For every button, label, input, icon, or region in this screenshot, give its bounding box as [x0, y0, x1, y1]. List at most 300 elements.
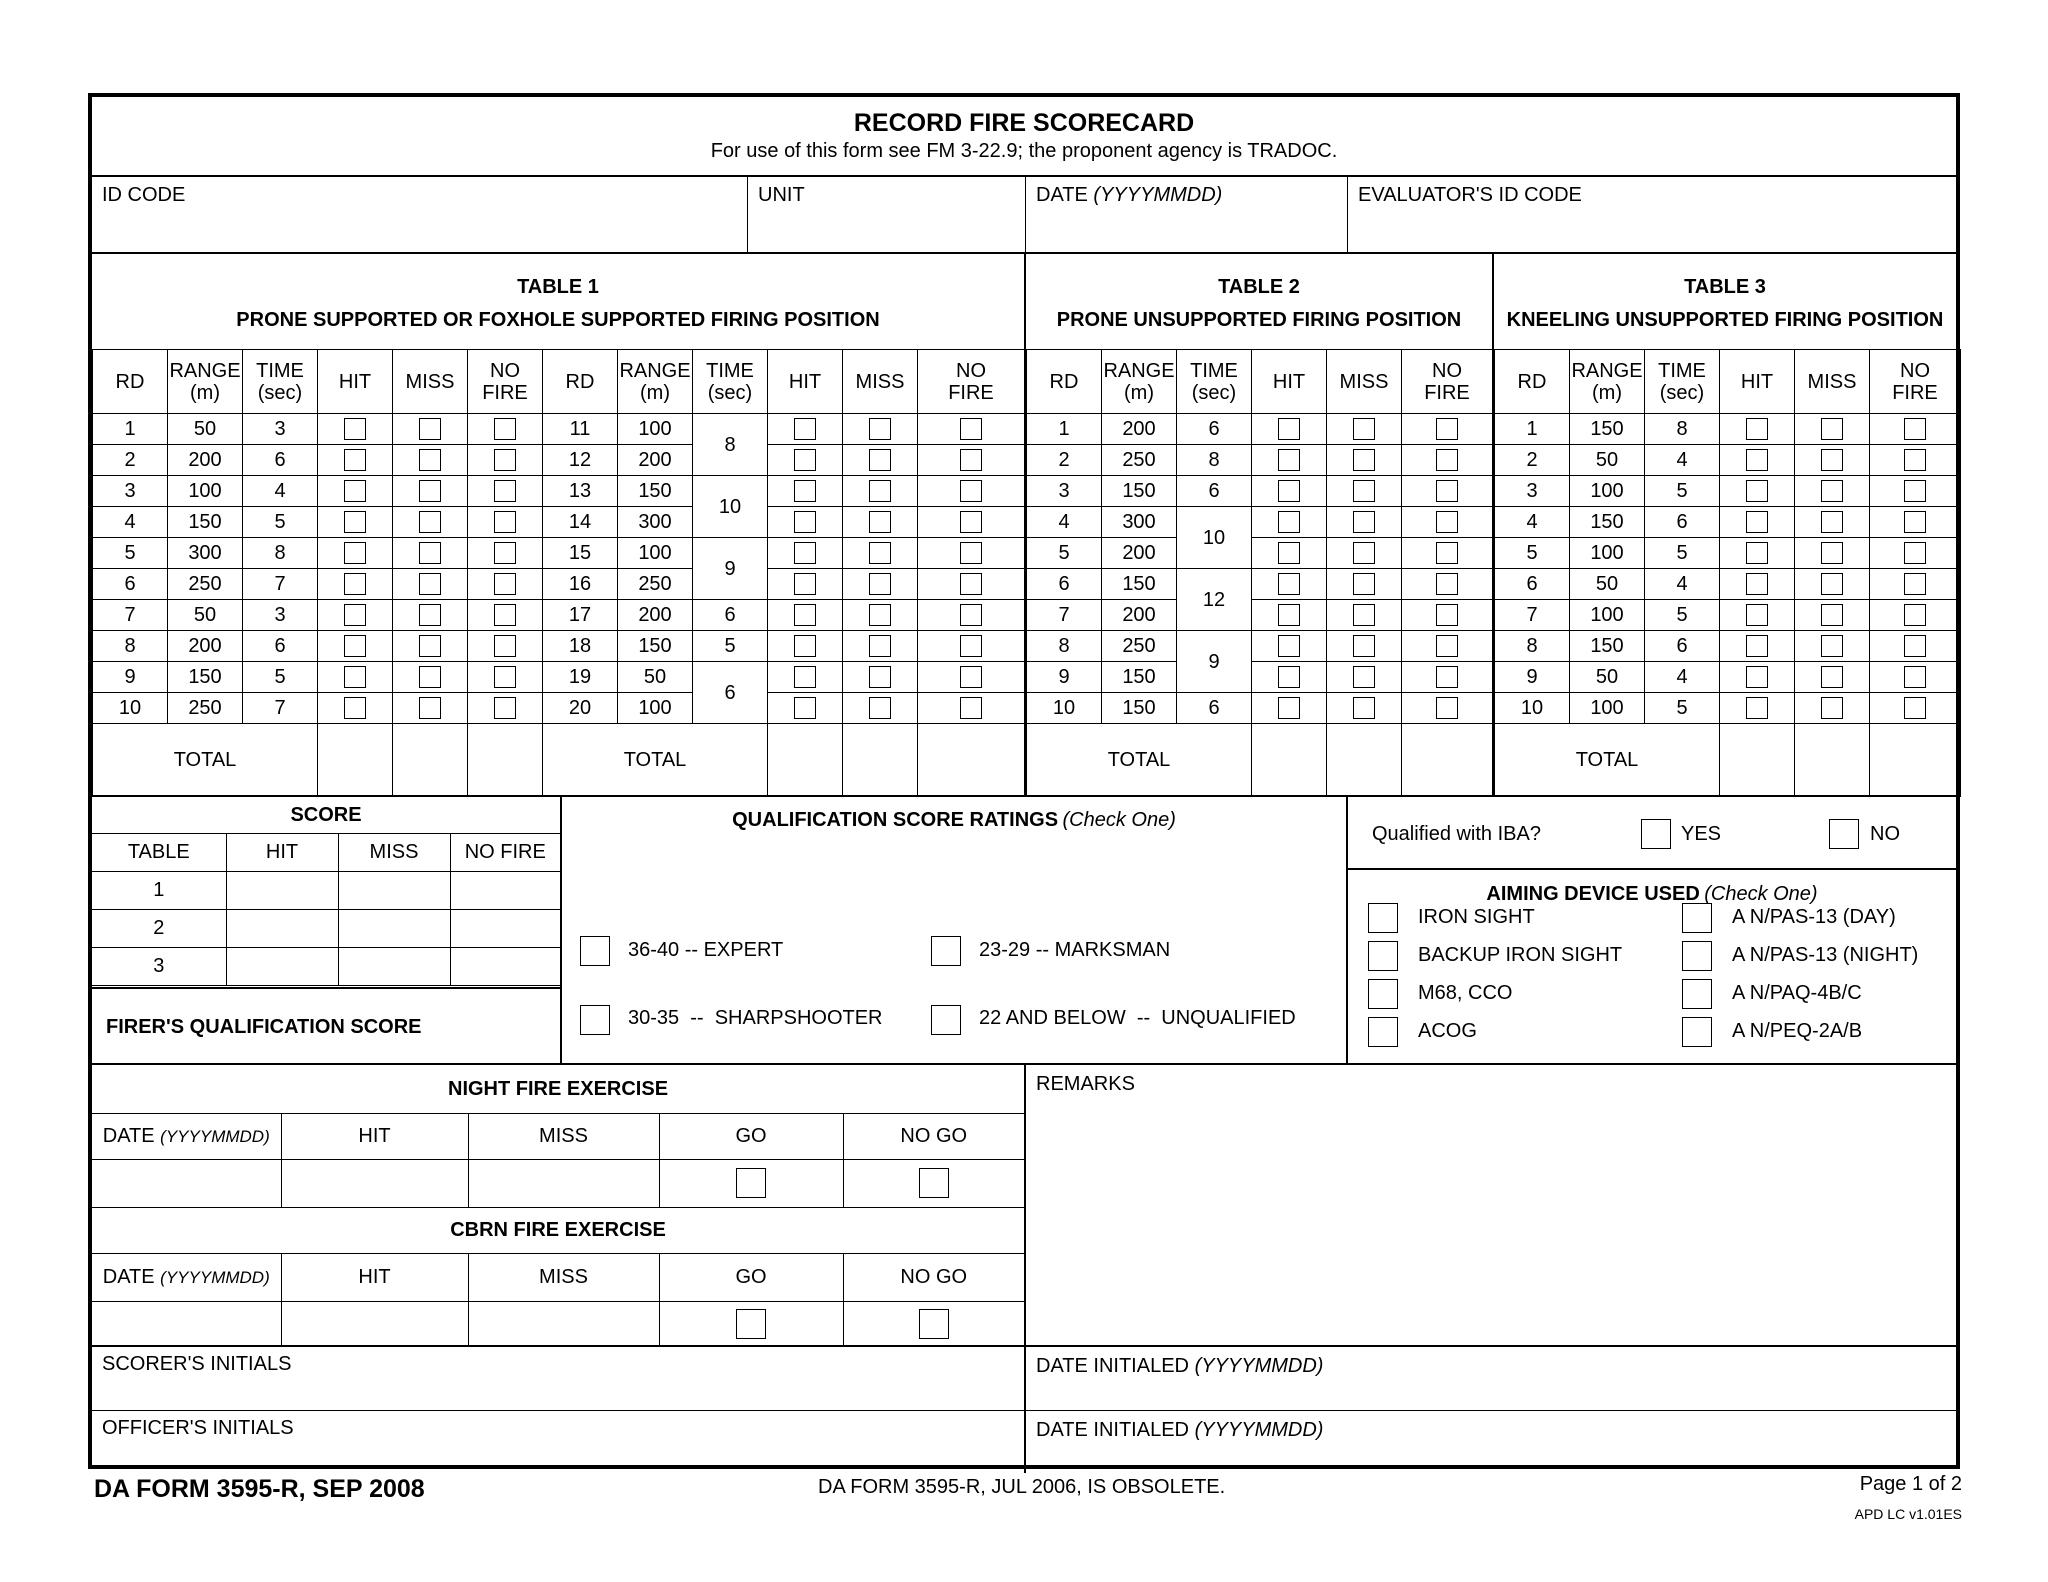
table2-rd: 8	[1027, 631, 1102, 662]
iba-no-label: NO	[1870, 823, 1900, 845]
table3-rd7-hit-cell	[1720, 600, 1795, 631]
table1-g1-time-header	[243, 350, 318, 414]
score-table-number: 1	[92, 871, 226, 909]
table1-rd6-nofire-cell	[468, 569, 543, 600]
aiming-left-2-checkbox[interactable]	[1368, 941, 1398, 971]
table2-rd4-miss-checkbox[interactable]	[1353, 511, 1375, 533]
table3-rd7-miss-checkbox[interactable]	[1821, 604, 1843, 626]
table1-rd5-hit-cell	[318, 538, 393, 569]
table2-rd: 6	[1027, 569, 1102, 600]
table3-rd2-miss-checkbox[interactable]	[1821, 449, 1843, 471]
table2-time: 9	[1177, 631, 1252, 693]
table2-row	[1027, 445, 1493, 476]
table2-rd10-miss-checkbox[interactable]	[1353, 697, 1375, 719]
table1-rd11-miss-checkbox[interactable]	[869, 418, 891, 440]
cbrn-nogo-cell	[843, 1301, 1024, 1347]
table1-rd20-nofire-checkbox[interactable]	[960, 697, 982, 719]
night-go-cell	[659, 1159, 843, 1207]
table3-rd8-nofire-cell	[1870, 631, 1961, 662]
table2-rd: 9	[1027, 662, 1102, 693]
table1-rd10-nofire-checkbox[interactable]	[494, 697, 516, 719]
table1-rd16-nofire-checkbox[interactable]	[960, 573, 982, 595]
table2-rd1-hit-cell	[1252, 414, 1327, 445]
table1-rd14-hit-checkbox[interactable]	[794, 511, 816, 533]
table1-rd3-nofire-cell	[468, 476, 543, 507]
evaluator-id-field[interactable]	[1348, 177, 1956, 252]
night-miss-input[interactable]	[468, 1159, 659, 1207]
table3-rd10-miss-checkbox[interactable]	[1821, 697, 1843, 719]
officer-date-format: (YYYYMMDD)	[1194, 1419, 1324, 1441]
table3-rd1-hit-checkbox[interactable]	[1746, 418, 1768, 440]
table2-rd3-miss-checkbox[interactable]	[1353, 480, 1375, 502]
table1-rd14-miss-cell	[843, 507, 918, 538]
table2-rd6-nofire-checkbox[interactable]	[1436, 573, 1458, 595]
table3-rd4-nofire-checkbox[interactable]	[1904, 511, 1926, 533]
night-date-header	[92, 1113, 281, 1159]
cbrn-hit-input[interactable]	[281, 1301, 468, 1347]
date-label-text: DATE	[1036, 184, 1088, 206]
table1-rd12-miss-checkbox[interactable]	[869, 449, 891, 471]
officer-date-field[interactable]	[1026, 1411, 1956, 1473]
officer-initials-field[interactable]	[92, 1411, 1026, 1473]
nofire-header-bottom: FIRE	[482, 381, 528, 404]
table1-rd17-nofire-checkbox[interactable]	[960, 604, 982, 626]
table3-rd1-nofire-checkbox[interactable]	[1904, 418, 1926, 440]
aiming-right-1-checkbox[interactable]	[1682, 903, 1712, 933]
table3-g1-time-header	[1645, 350, 1720, 414]
table1-rd19-nofire-checkbox[interactable]	[960, 666, 982, 688]
table1-rd11-hit-checkbox[interactable]	[794, 418, 816, 440]
table3-rd10-nofire-checkbox[interactable]	[1904, 697, 1926, 719]
table1-rd3-miss-checkbox[interactable]	[419, 480, 441, 502]
score-col-table: TABLE	[92, 833, 226, 871]
table1-rd10-hit-checkbox[interactable]	[344, 697, 366, 719]
table1-g2-total-miss[interactable]	[843, 724, 918, 797]
qual-title: QUALIFICATION SCORE RATINGS	[732, 809, 1059, 831]
table1-rd: 16	[543, 569, 618, 600]
table2-rd10-hit-cell	[1252, 693, 1327, 724]
score-col-hit: HIT	[226, 833, 338, 871]
table1-rd15-hit-cell	[768, 538, 843, 569]
table1-rd6-miss-cell	[393, 569, 468, 600]
table2-rd2-nofire-checkbox[interactable]	[1436, 449, 1458, 471]
table2-rd8-miss-cell	[1327, 631, 1402, 662]
table1-rd3-hit-checkbox[interactable]	[344, 480, 366, 502]
table1-rd19-hit-checkbox[interactable]	[794, 666, 816, 688]
table3-rd2-nofire-checkbox[interactable]	[1904, 449, 1926, 471]
table2-rd1-miss-checkbox[interactable]	[1353, 418, 1375, 440]
aiming-left-3-checkbox[interactable]	[1368, 979, 1398, 1009]
table3-rd5-hit-checkbox[interactable]	[1746, 542, 1768, 564]
night-nogo-checkbox[interactable]	[919, 1168, 949, 1198]
table1-rd18-miss-checkbox[interactable]	[869, 635, 891, 657]
table1-rd3-miss-cell	[393, 476, 468, 507]
table2-rd3-nofire-checkbox[interactable]	[1436, 480, 1458, 502]
table1-rd8-miss-checkbox[interactable]	[419, 635, 441, 657]
table1-rd1-hit-checkbox[interactable]	[344, 418, 366, 440]
table1-rd7-miss-checkbox[interactable]	[419, 604, 441, 626]
aiming-option-label: BACKUP IRON SIGHT	[1418, 944, 1623, 966]
table3-rd1-miss-checkbox[interactable]	[1821, 418, 1843, 440]
table1-rd19-miss-checkbox[interactable]	[869, 666, 891, 688]
table2-rd7-miss-checkbox[interactable]	[1353, 604, 1375, 626]
table2-rd9-hit-cell	[1252, 662, 1327, 693]
table2-rd3-hit-checkbox[interactable]	[1278, 480, 1300, 502]
scorer-initials-field[interactable]	[92, 1347, 1026, 1411]
table1-rd15-nofire-checkbox[interactable]	[960, 542, 982, 564]
table3-rd1-miss-cell	[1795, 414, 1870, 445]
table3-range: 150	[1570, 631, 1645, 662]
evaluator-id-label: EVALUATOR'S ID CODE	[1358, 184, 1582, 206]
table1-rd5-nofire-checkbox[interactable]	[494, 542, 516, 564]
cbrn-date-input[interactable]	[92, 1301, 281, 1347]
table1-rd17-hit-checkbox[interactable]	[794, 604, 816, 626]
table2-range: 200	[1102, 538, 1177, 569]
table2-rd6-miss-checkbox[interactable]	[1353, 573, 1375, 595]
table3-rd4-hit-checkbox[interactable]	[1746, 511, 1768, 533]
table1-rd18-hit-checkbox[interactable]	[794, 635, 816, 657]
table3-rd3-hit-checkbox[interactable]	[1746, 480, 1768, 502]
table1-rd2-miss-checkbox[interactable]	[419, 449, 441, 471]
table1-rd16-miss-checkbox[interactable]	[869, 573, 891, 595]
table3-row	[1495, 693, 1961, 724]
table2-rd4-hit-checkbox[interactable]	[1278, 511, 1300, 533]
table1-range: 100	[618, 693, 693, 724]
aiming-right-4-checkbox[interactable]	[1682, 1017, 1712, 1047]
table1-rd: 3	[93, 476, 168, 507]
table1-rd12-hit-checkbox[interactable]	[794, 449, 816, 471]
table1-rd14-nofire-checkbox[interactable]	[960, 511, 982, 533]
table1-rd15-miss-checkbox[interactable]	[869, 542, 891, 564]
table2-rd4-hit-cell	[1252, 507, 1327, 538]
sharpshooter-checkbox[interactable]	[580, 1005, 610, 1035]
table1-rd20-miss-checkbox[interactable]	[869, 697, 891, 719]
table2-rd3-nofire-cell	[1402, 476, 1493, 507]
table1-rd1-miss-checkbox[interactable]	[419, 418, 441, 440]
table3-rd8-hit-checkbox[interactable]	[1746, 635, 1768, 657]
firing-tables	[92, 254, 1956, 797]
table3-rd6-hit-checkbox[interactable]	[1746, 573, 1768, 595]
marksman-checkbox[interactable]	[931, 936, 961, 966]
table1-rd20-hit-checkbox[interactable]	[794, 697, 816, 719]
cbrn-nogo-checkbox[interactable]	[919, 1309, 949, 1339]
table1-g1-total-miss[interactable]	[393, 724, 468, 797]
table1-time: 6	[693, 662, 768, 724]
scorer-date-field[interactable]	[1026, 1347, 1956, 1411]
table1-rd10-miss-checkbox[interactable]	[419, 697, 441, 719]
table2-rd7-nofire-checkbox[interactable]	[1436, 604, 1458, 626]
table1-rd6-hit-checkbox[interactable]	[344, 573, 366, 595]
table3-g1-total-miss[interactable]	[1795, 724, 1870, 797]
cbrn-go-header: GO	[659, 1253, 843, 1301]
score-hit-input[interactable]	[226, 947, 338, 985]
table1-rd14-miss-checkbox[interactable]	[869, 511, 891, 533]
table3-row	[1495, 662, 1961, 693]
table1-rd20-hit-cell	[768, 693, 843, 724]
expert-checkbox[interactable]	[580, 936, 610, 966]
table1-rd11-hit-cell	[768, 414, 843, 445]
table2-rd4-nofire-checkbox[interactable]	[1436, 511, 1458, 533]
table3-g1-total-nofire[interactable]	[1870, 724, 1961, 797]
table3-row	[1495, 414, 1961, 445]
table1-row	[93, 538, 1025, 569]
table1-rd8-nofire-checkbox[interactable]	[494, 635, 516, 657]
score-hit-input[interactable]	[226, 871, 338, 909]
table2-rd: 5	[1027, 538, 1102, 569]
table1-rd9-miss-checkbox[interactable]	[419, 666, 441, 688]
table2-rd8-hit-cell	[1252, 631, 1327, 662]
officer-date-text: DATE INITIALED	[1036, 1419, 1189, 1441]
table1-rd12-nofire-checkbox[interactable]	[960, 449, 982, 471]
table2-rd1-nofire-checkbox[interactable]	[1436, 418, 1458, 440]
table2-rd2-hit-cell	[1252, 445, 1327, 476]
table2-rd8-miss-checkbox[interactable]	[1353, 635, 1375, 657]
table1-rd4-nofire-cell	[468, 507, 543, 538]
table1-rd3-nofire-checkbox[interactable]	[494, 480, 516, 502]
table1-g1-total-nofire[interactable]	[468, 724, 543, 797]
firer-qualification-score[interactable]	[92, 987, 560, 1065]
table2-rd2-hit-checkbox[interactable]	[1278, 449, 1300, 471]
table3-time: 5	[1645, 693, 1720, 724]
range-header-bottom: (m)	[1592, 381, 1622, 404]
range-header-bottom: (m)	[1124, 381, 1154, 404]
table1-rd: 14	[543, 507, 618, 538]
table2-rd6-hit-checkbox[interactable]	[1278, 573, 1300, 595]
table2-rd6-hit-cell	[1252, 569, 1327, 600]
table1-time: 3	[243, 600, 318, 631]
range-header-bottom: (m)	[640, 381, 670, 404]
table1-rd11-nofire-checkbox[interactable]	[960, 418, 982, 440]
table3-rd9-hit-checkbox[interactable]	[1746, 666, 1768, 688]
iba-yes-checkbox[interactable]	[1641, 819, 1671, 849]
table3-rd8-nofire-checkbox[interactable]	[1904, 635, 1926, 657]
table1-time: 4	[243, 476, 318, 507]
table2-g1-nofire-header	[1402, 350, 1493, 414]
table2-rd5-hit-checkbox[interactable]	[1278, 542, 1300, 564]
table1-rd20-miss-cell	[843, 693, 918, 724]
score-nofire-input[interactable]	[450, 909, 560, 947]
table2-rd5-nofire-checkbox[interactable]	[1436, 542, 1458, 564]
table1-row	[93, 445, 1025, 476]
table2-block	[1026, 254, 1494, 795]
table2-rd9-miss-checkbox[interactable]	[1353, 666, 1375, 688]
table3-rd9-miss-checkbox[interactable]	[1821, 666, 1843, 688]
table3-rd3-miss-cell	[1795, 476, 1870, 507]
table3-rd3-miss-checkbox[interactable]	[1821, 480, 1843, 502]
table2-row	[1027, 662, 1493, 693]
table1-rd17-hit-cell	[768, 600, 843, 631]
table3-rd5-miss-checkbox[interactable]	[1821, 542, 1843, 564]
remarks-field[interactable]	[1026, 1065, 1956, 1345]
form-version: APD LC v1.01ES	[1854, 1506, 1962, 1522]
table1-rd1-miss-cell	[393, 414, 468, 445]
table3-rd6-nofire-checkbox[interactable]	[1904, 573, 1926, 595]
aiming-right-2-checkbox[interactable]	[1682, 941, 1712, 971]
table1-rd: 10	[93, 693, 168, 724]
table3-rd2-hit-checkbox[interactable]	[1746, 449, 1768, 471]
table2-name: TABLE 2	[1218, 276, 1300, 298]
table3-rd9-nofire-checkbox[interactable]	[1904, 666, 1926, 688]
table1-rd10-hit-cell	[318, 693, 393, 724]
aiming-left-4-checkbox[interactable]	[1368, 1017, 1398, 1047]
score-hit-input[interactable]	[226, 909, 338, 947]
table1-rd1-nofire-checkbox[interactable]	[494, 418, 516, 440]
table1-rd4-miss-checkbox[interactable]	[419, 511, 441, 533]
table3-rd3-nofire-checkbox[interactable]	[1904, 480, 1926, 502]
table2-g1-total-miss[interactable]	[1327, 724, 1402, 797]
table3-rd: 5	[1495, 538, 1570, 569]
table2-rd7-miss-cell	[1327, 600, 1402, 631]
table1-time: 6	[243, 631, 318, 662]
table2-rd1-hit-checkbox[interactable]	[1278, 418, 1300, 440]
table1-rd13-nofire-cell	[918, 476, 1025, 507]
unit-label: UNIT	[758, 184, 805, 206]
table2-rd8-hit-checkbox[interactable]	[1278, 635, 1300, 657]
table1-rd7-hit-cell	[318, 600, 393, 631]
table3-rd10-hit-checkbox[interactable]	[1746, 697, 1768, 719]
table1-g2-time-header	[693, 350, 768, 414]
table1-rd5-hit-checkbox[interactable]	[344, 542, 366, 564]
score-nofire-input[interactable]	[450, 947, 560, 985]
signoff-section	[92, 1347, 1956, 1473]
table2-rd8-nofire-checkbox[interactable]	[1436, 635, 1458, 657]
table3-rd6-nofire-cell	[1870, 569, 1961, 600]
time-header-bottom: (sec)	[1659, 381, 1705, 404]
table1-rd16-hit-checkbox[interactable]	[794, 573, 816, 595]
table2-time: 12	[1177, 569, 1252, 631]
table2-g1-hit-header: HIT	[1252, 350, 1327, 414]
range-header-top: RANGE	[1103, 359, 1175, 382]
table2-rd10-hit-checkbox[interactable]	[1278, 697, 1300, 719]
time-header-top: TIME	[1190, 359, 1238, 382]
table1-rd13-hit-checkbox[interactable]	[794, 480, 816, 502]
table1-rd9-nofire-checkbox[interactable]	[494, 666, 516, 688]
unit-field[interactable]	[748, 177, 1026, 252]
table3-rd7-hit-checkbox[interactable]	[1746, 604, 1768, 626]
table1-g2-total-hit[interactable]	[768, 724, 843, 797]
iba-no-checkbox[interactable]	[1829, 819, 1859, 849]
table1-rd4-nofire-checkbox[interactable]	[494, 511, 516, 533]
table2-rd5-miss-checkbox[interactable]	[1353, 542, 1375, 564]
table3-rd6-miss-checkbox[interactable]	[1821, 573, 1843, 595]
table3-rd2-nofire-cell	[1870, 445, 1961, 476]
night-date-input[interactable]	[92, 1159, 281, 1207]
table1-g2-total-label: TOTAL	[543, 724, 768, 797]
cbrn-nogo-header: NO GO	[843, 1253, 1024, 1301]
table1-rd8-hit-cell	[318, 631, 393, 662]
table1-rd2-hit-checkbox[interactable]	[344, 449, 366, 471]
table3-rd1-hit-cell	[1720, 414, 1795, 445]
table3-rd7-nofire-checkbox[interactable]	[1904, 604, 1926, 626]
night-go-checkbox[interactable]	[736, 1168, 766, 1198]
table2-g1-total-hit[interactable]	[1252, 724, 1327, 797]
table1-rd2-nofire-cell	[468, 445, 543, 476]
table1-rd8-hit-checkbox[interactable]	[344, 635, 366, 657]
table2-time: 6	[1177, 476, 1252, 507]
table1-range: 50	[168, 414, 243, 445]
aiming-left-1-checkbox[interactable]	[1368, 903, 1398, 933]
table1-rd6-nofire-checkbox[interactable]	[494, 573, 516, 595]
form-subtitle: For use of this form see FM 3-22.9; the proponent agency is TRADOC.	[710, 140, 1338, 162]
aiming-right-3-checkbox[interactable]	[1682, 979, 1712, 1009]
form-header	[92, 97, 1956, 177]
table1-rd7-hit-checkbox[interactable]	[344, 604, 366, 626]
table2-rd10-nofire-checkbox[interactable]	[1436, 697, 1458, 719]
table1-rd13-miss-checkbox[interactable]	[869, 480, 891, 502]
table1-block	[92, 254, 1026, 795]
table3-rd8-miss-checkbox[interactable]	[1821, 635, 1843, 657]
table1-rd12-nofire-cell	[918, 445, 1025, 476]
aiming-title-row	[1348, 883, 1956, 906]
table3-g1-total-hit[interactable]	[1720, 724, 1795, 797]
score-section	[92, 797, 1956, 1065]
table3-range: 100	[1570, 538, 1645, 569]
table1-rd17-miss-checkbox[interactable]	[869, 604, 891, 626]
scorer-date-text: DATE INITIALED	[1036, 1355, 1189, 1377]
night-hit-input[interactable]	[281, 1159, 468, 1207]
iba-question: Qualified with IBA?	[1372, 823, 1541, 845]
table1-rd13-nofire-checkbox[interactable]	[960, 480, 982, 502]
table2-rd9-hit-checkbox[interactable]	[1278, 666, 1300, 688]
cbrn-go-checkbox[interactable]	[736, 1309, 766, 1339]
table1-rd6-miss-checkbox[interactable]	[419, 573, 441, 595]
table1-range: 50	[168, 600, 243, 631]
table1-rd15-hit-checkbox[interactable]	[794, 542, 816, 564]
table1-rd15-miss-cell	[843, 538, 918, 569]
table1-g1-total-hit[interactable]	[318, 724, 393, 797]
unqualified-checkbox[interactable]	[931, 1005, 961, 1035]
date-format: (YYYYMMDD)	[1093, 184, 1223, 206]
table2-rd9-nofire-checkbox[interactable]	[1436, 666, 1458, 688]
table1-rd18-nofire-cell	[918, 631, 1025, 662]
table1-rd: 4	[93, 507, 168, 538]
table3-rd5-nofire-checkbox[interactable]	[1904, 542, 1926, 564]
score-miss-input[interactable]	[338, 871, 450, 909]
table3-rd4-hit-cell	[1720, 507, 1795, 538]
table1-rd18-nofire-checkbox[interactable]	[960, 635, 982, 657]
score-miss-input[interactable]	[338, 947, 450, 985]
table3-rd4-miss-checkbox[interactable]	[1821, 511, 1843, 533]
table1-rd3-hit-cell	[318, 476, 393, 507]
table3-rd7-nofire-cell	[1870, 600, 1961, 631]
table1-rd: 20	[543, 693, 618, 724]
table1-rd9-hit-checkbox[interactable]	[344, 666, 366, 688]
table1-rd8-miss-cell	[393, 631, 468, 662]
id-code-field[interactable]	[92, 177, 748, 252]
table1-range: 250	[168, 693, 243, 724]
table2-g1-total-nofire[interactable]	[1402, 724, 1493, 797]
iba-row	[1348, 797, 1956, 870]
cbrn-miss-input[interactable]	[468, 1301, 659, 1347]
table1-rd7-nofire-checkbox[interactable]	[494, 604, 516, 626]
table2-rd2-miss-checkbox[interactable]	[1353, 449, 1375, 471]
qual-title-row	[562, 797, 1346, 832]
score-miss-input[interactable]	[338, 909, 450, 947]
table1-g2-total-nofire[interactable]	[918, 724, 1025, 797]
table3-name: TABLE 3	[1684, 276, 1766, 298]
table1-rd4-hit-checkbox[interactable]	[344, 511, 366, 533]
table1-rd5-miss-checkbox[interactable]	[419, 542, 441, 564]
table3-range: 100	[1570, 600, 1645, 631]
table1-rd2-nofire-checkbox[interactable]	[494, 449, 516, 471]
table2-rd7-hit-checkbox[interactable]	[1278, 604, 1300, 626]
table2-row	[1027, 693, 1493, 724]
table1-range: 200	[168, 445, 243, 476]
date-field[interactable]	[1026, 177, 1348, 252]
qualification-block	[562, 797, 1348, 1063]
table1-range: 300	[618, 507, 693, 538]
score-nofire-input[interactable]	[450, 871, 560, 909]
